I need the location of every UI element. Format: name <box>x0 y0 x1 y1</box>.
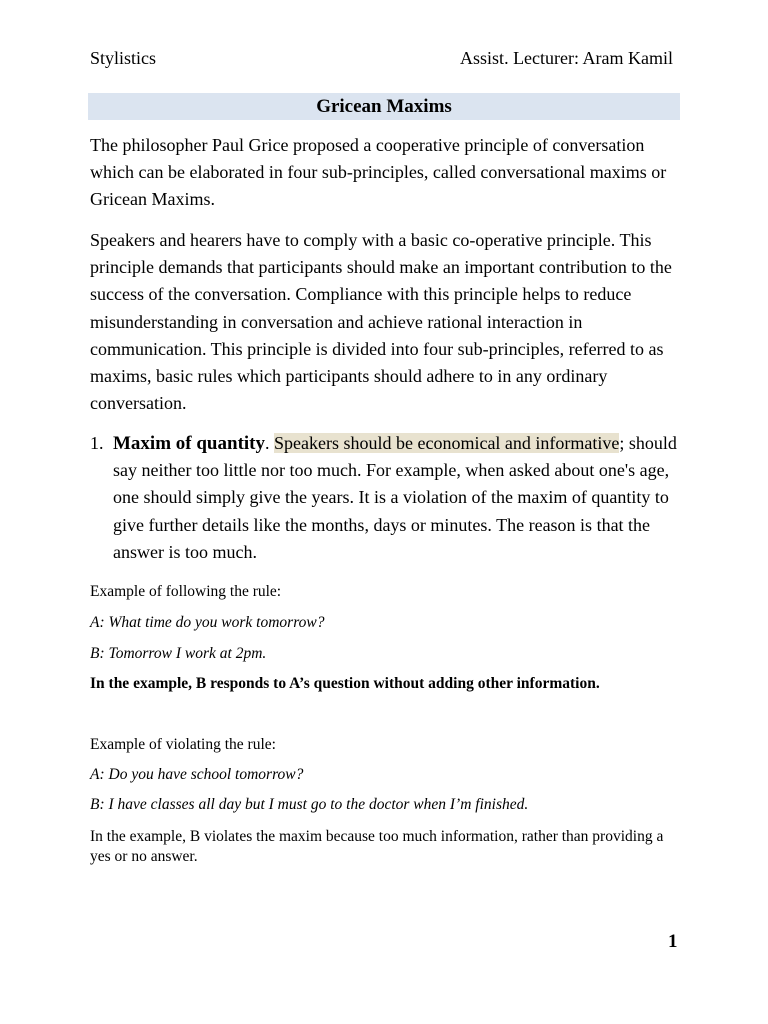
highlighted-text: Speakers should be economical and informative <box>274 433 620 453</box>
maxim-separator: . <box>265 433 274 453</box>
principle-paragraph: Speakers and hearers have to comply with a basic co-operative principle. This principle demands that participants should make an important contribution to the success of the conversation. Compliance with this principle helps to reduce misunderstanding in conversation and achieve rational interaction in communication. This principle is divided into four sub-principles, referred to as maxims, basic rules which participants should adhere to in any ordinary conversation. <box>90 230 672 414</box>
violating-note: In the example, B violates the maxim because too much information, rather than providing a yes or no answer. <box>90 828 664 865</box>
header-course: Stylistics <box>90 48 157 68</box>
intro-paragraph: The philosopher Paul Grice proposed a cooperative principle of conversation which can be elaborated in four sub-principles, called conversational maxims or Gricean Maxims. <box>90 135 667 210</box>
following-line-b: B: Tomorrow I work at 2pm. <box>90 645 267 662</box>
page-number: 1 <box>668 931 678 952</box>
violating-line-b: B: I have classes all day but I must go to the doctor when I’m finished. <box>90 796 529 813</box>
maxim-description: ; should say neither too little nor too much. For example, when asked about one's age, one should simply give the years. It is a violation of the maxim of quantity to give further details like the months, days or minutes. The reason is that the answer is too much. <box>113 433 677 562</box>
maxim-title: Maxim of quantity <box>113 433 265 454</box>
header-lecturer: Assist. Lecturer: Aram Kamil <box>460 48 673 68</box>
violating-heading: Example of violating the rule: <box>90 736 276 753</box>
list-item-body <box>113 430 678 566</box>
following-note: In the example, B responds to A’s question without adding other information. <box>90 675 600 692</box>
page-title: Gricean Maxims <box>316 96 452 117</box>
following-heading: Example of following the rule: <box>90 583 282 600</box>
violating-line-a: A: Do you have school tomorrow? <box>90 766 304 783</box>
title-bar <box>88 93 680 120</box>
list-number: 1. <box>90 433 104 453</box>
following-line-a: A: What time do you work tomorrow? <box>90 614 325 631</box>
